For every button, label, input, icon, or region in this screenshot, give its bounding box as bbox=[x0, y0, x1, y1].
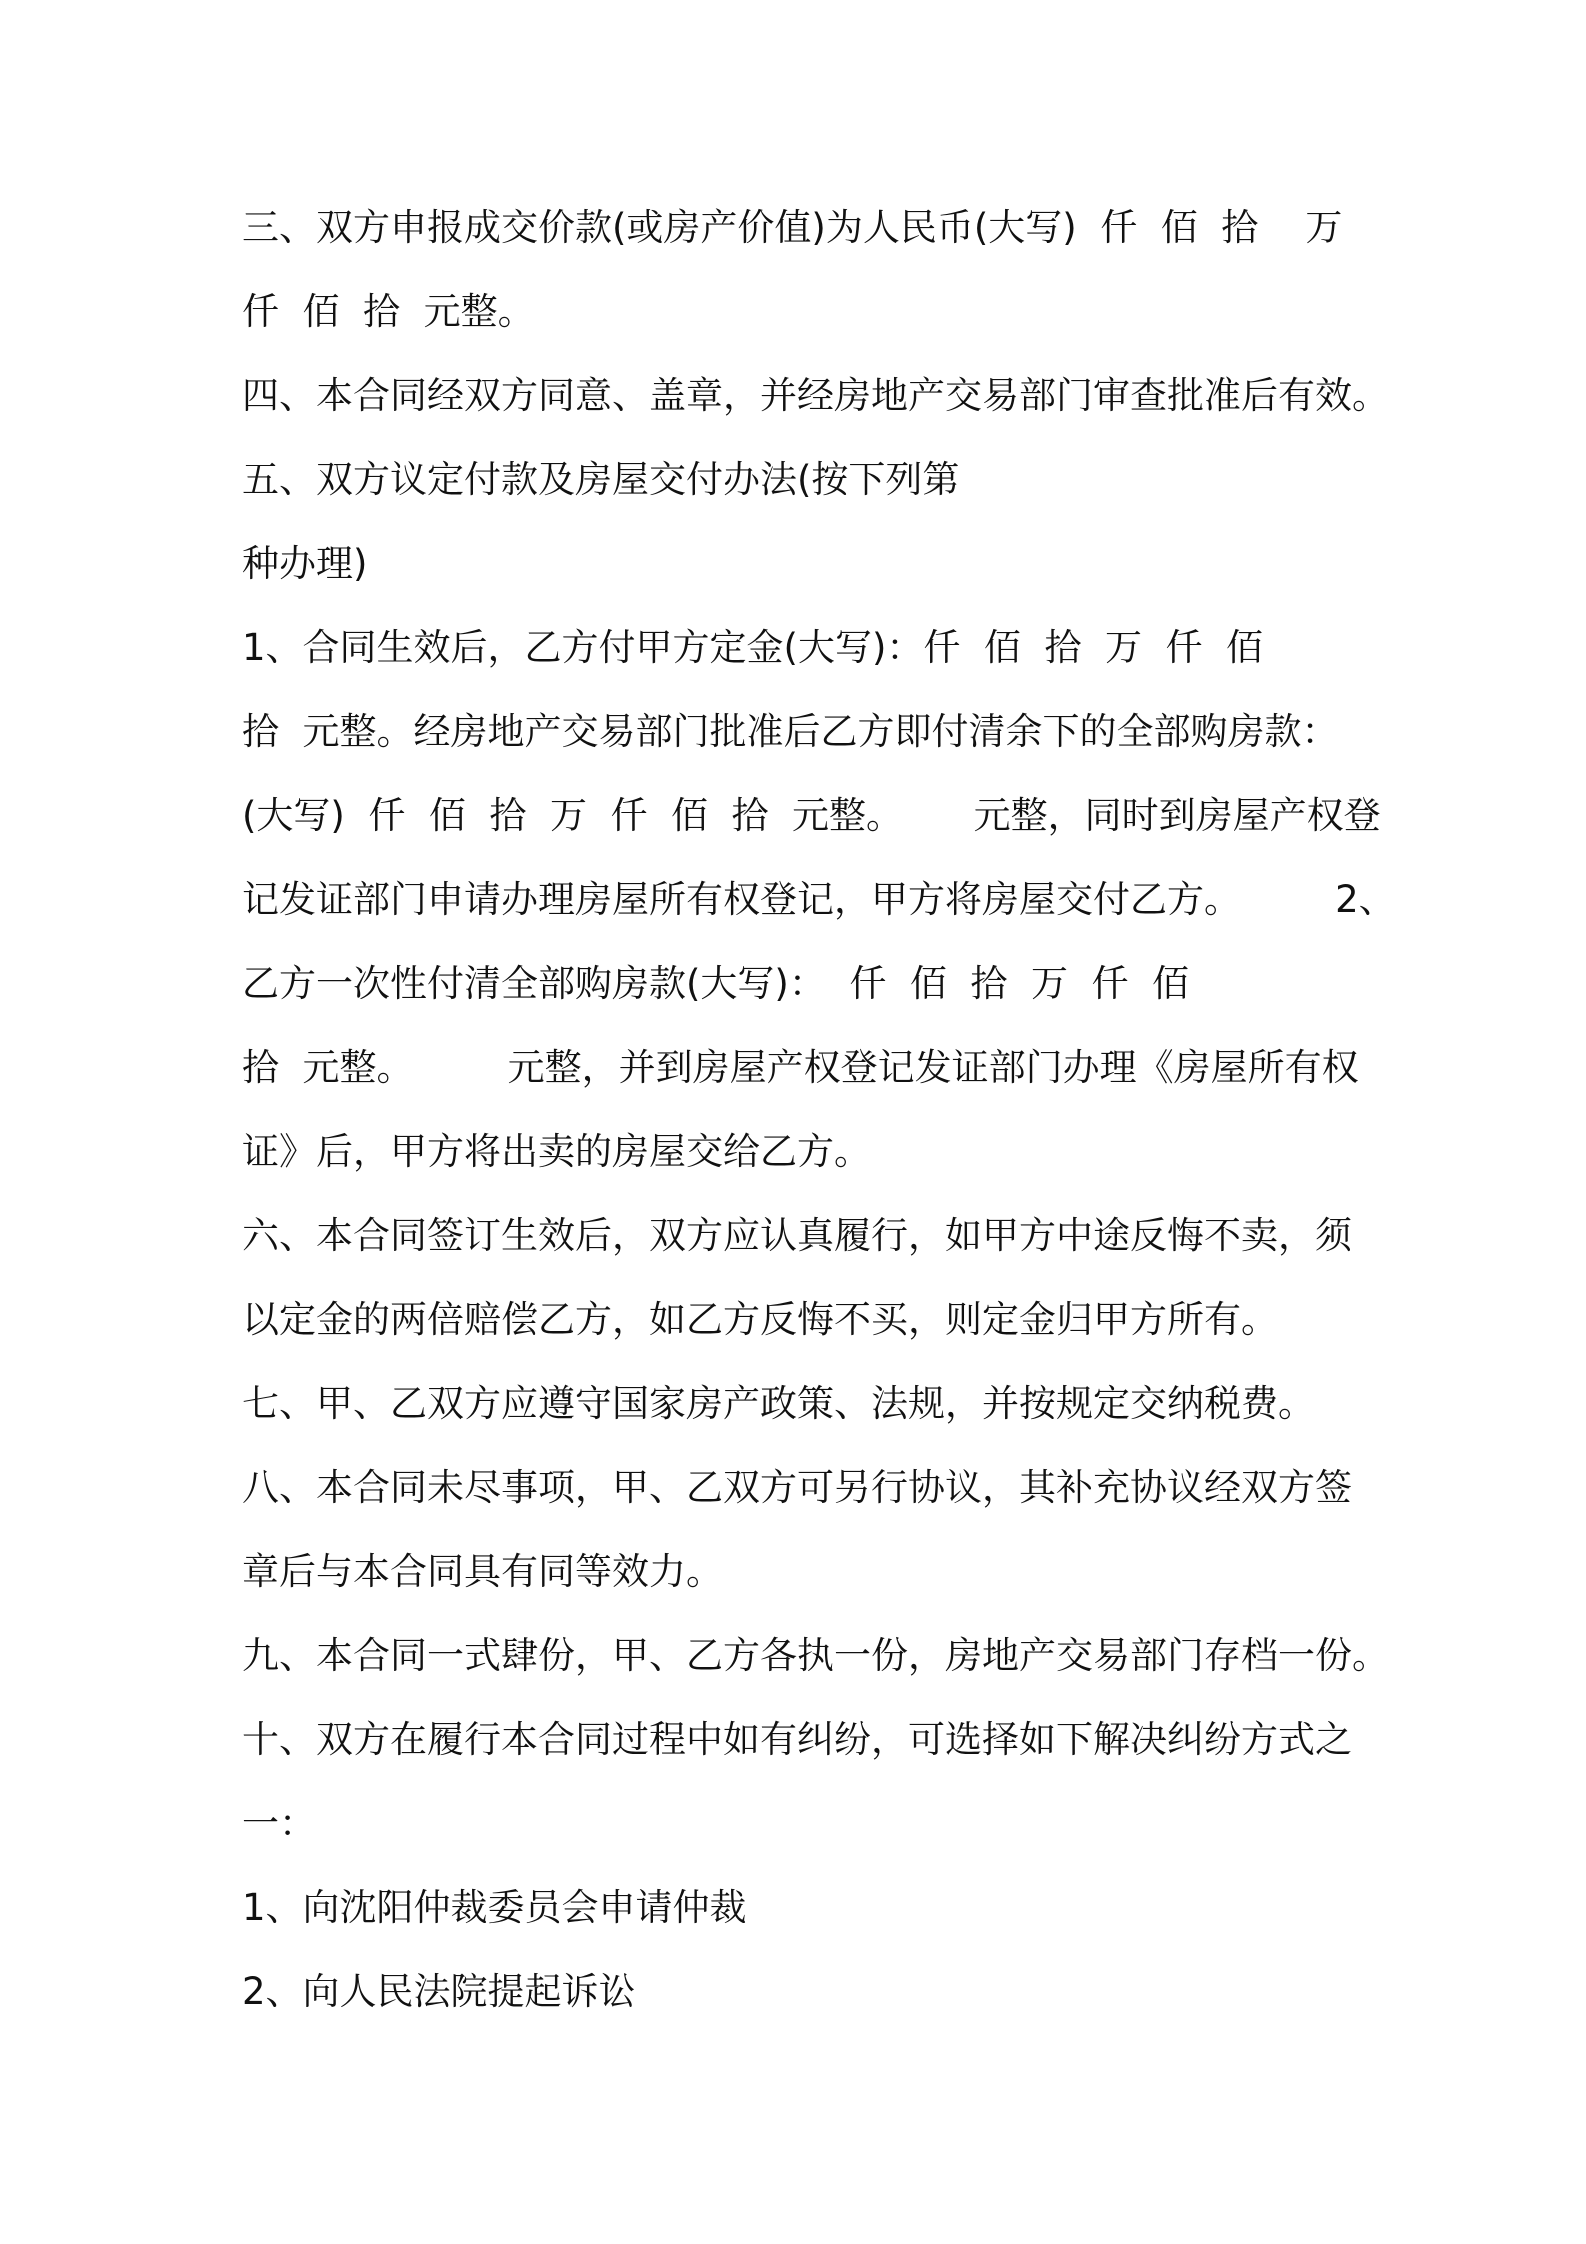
text-line: 种办理) bbox=[242, 542, 368, 585]
text-line: 一： bbox=[242, 1802, 316, 1845]
text-line: 1、合同生效后，乙方付甲方定金(大写)：仟 佰 拾 万 仟 佰 bbox=[242, 626, 1264, 669]
text-line: 八、本合同未尽事项，甲、乙双方可另行协议，其补充协议经双方签 bbox=[242, 1466, 1352, 1509]
text-line: 1、向沈阳仲裁委员会申请仲裁 bbox=[242, 1886, 747, 1929]
text-line: 章后与本合同具有同等效力。 bbox=[242, 1550, 723, 1593]
text-line: 乙方一次性付清全部购房款(大写)： 仟 佰 拾 万 仟 佰 bbox=[242, 962, 1190, 1005]
text-line: 记发证部门申请办理房屋所有权登记，甲方将房屋交付乙方。 2、 bbox=[242, 878, 1396, 921]
text-line: 十、双方在履行本合同过程中如有纠纷，可选择如下解决纠纷方式之 bbox=[242, 1718, 1352, 1761]
text-line: 九、本合同一式肆份，甲、乙方各执一份，房地产交易部门存档一份。 bbox=[242, 1634, 1389, 1677]
text-line: (大写) 仟 佰 拾 万 仟 佰 拾 元整。 元整，同时到房屋产权登 bbox=[242, 794, 1381, 837]
text-line: 六、本合同签订生效后，双方应认真履行，如甲方中途反悔不卖，须 bbox=[242, 1214, 1352, 1257]
text-line: 证》后，甲方将出卖的房屋交给乙方。 bbox=[242, 1130, 871, 1173]
text-line: 七、甲、乙双方应遵守国家房产政策、法规，并按规定交纳税费。 bbox=[242, 1382, 1315, 1425]
text-line: 三、双方申报成交价款(或房产价值)为人民币(大写) 仟 佰 拾 万 bbox=[242, 206, 1343, 249]
text-line: 拾 元整。经房地产交易部门批准后乙方即付清余下的全部购房款： bbox=[242, 710, 1339, 753]
text-line: 五、双方议定付款及房屋交付办法(按下列第 bbox=[242, 458, 960, 501]
text-line: 四、本合同经双方同意、盖章，并经房地产交易部门审查批准后有效。 bbox=[242, 374, 1389, 417]
text-line: 拾 元整。 元整，并到房屋产权登记发证部门办理《房屋所有权 bbox=[242, 1046, 1359, 1089]
text-line: 2、向人民法院提起诉讼 bbox=[242, 1970, 636, 2013]
text-line: 仟 佰 拾 元整。 bbox=[242, 290, 535, 333]
text-line: 以定金的两倍赔偿乙方，如乙方反悔不买，则定金归甲方所有。 bbox=[242, 1298, 1278, 1341]
